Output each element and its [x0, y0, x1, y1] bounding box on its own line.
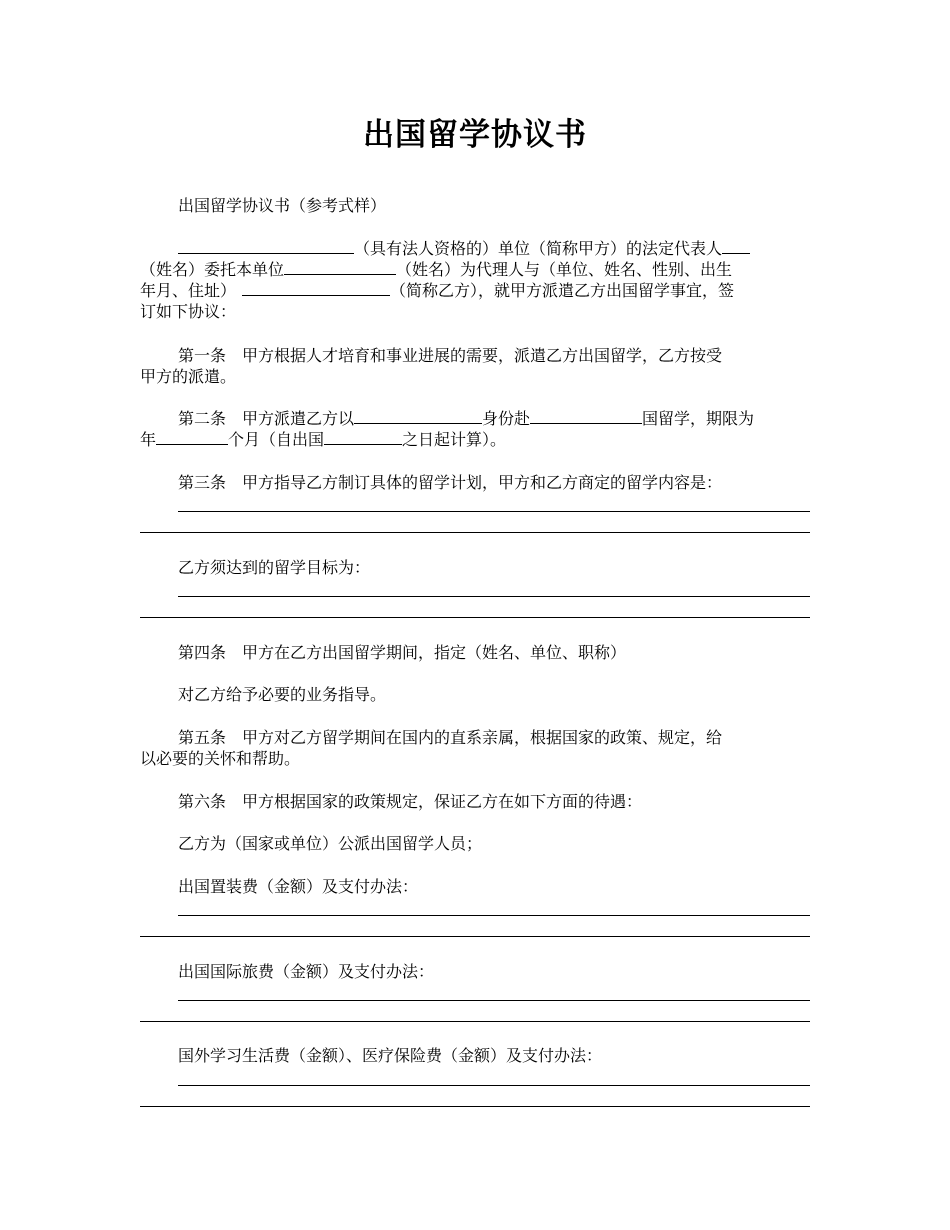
preamble-line-3: 年月、住址） （简称乙方），就甲方派遣乙方出国留学事宜，签: [140, 281, 735, 300]
blank-field: [284, 259, 396, 275]
article-6-text: 第六条 甲方根据国家的政策规定，保证乙方在如下方面的待遇：: [178, 792, 643, 811]
blank-field: [722, 238, 750, 254]
article-6-item-2: 出国置装费（金额）及支付办法：: [178, 877, 419, 896]
article-6-item-3: 出国国际旅费（金额）及支付办法：: [178, 962, 435, 981]
fill-in-line: [140, 532, 810, 533]
fill-in-line: [178, 1085, 810, 1086]
fill-in-line: [140, 936, 810, 937]
article-2-line-2: 年 个月（自出国 之日起计算）。: [140, 430, 507, 449]
article-3-text: 第三条 甲方指导乙方制订具体的留学计划，甲方和乙方商定的留学内容是：: [178, 473, 723, 492]
blank-field: [324, 429, 402, 445]
preamble-line-2: （姓名）委托本单位 （姓名）为代理人与（单位、姓名、性别、出生: [140, 260, 733, 279]
article-1-line-1: 第一条 甲方根据人才培育和事业进展的需要，派遣乙方出国留学，乙方按受: [178, 346, 723, 365]
fill-in-line: [178, 511, 810, 512]
blank-field: [242, 280, 390, 296]
blank-field: [354, 408, 482, 424]
fill-in-line: [178, 915, 810, 916]
fill-in-line: [140, 1106, 810, 1107]
blank-field: [178, 238, 354, 254]
article-5-line-1: 第五条 甲方对乙方留学期间在国内的直系亲属，根据国家的政策、规定，给: [178, 728, 723, 747]
document-title: 出国留学协议书: [363, 117, 587, 153]
article-6-item-4: 国外学习生活费（金额）、医疗保险费（金额）及支付办法：: [178, 1046, 603, 1065]
fill-in-line: [178, 596, 810, 597]
preamble-line-4: 订如下协议：: [140, 302, 237, 321]
article-1-line-2: 甲方的派遣。: [140, 367, 237, 386]
fill-in-line: [140, 1021, 810, 1022]
fill-in-line: [178, 1000, 810, 1001]
preamble-line-1: （具有法人资格的）单位（简称甲方）的法定代表人: [140, 238, 810, 259]
article-3-goal: 乙方须达到的留学目标为：: [178, 558, 371, 577]
document-subtitle: 出国留学协议书（参考式样）: [178, 196, 387, 215]
fill-in-line: [140, 617, 810, 618]
article-4-text: 第四条 甲方在乙方出国留学期间，指定（姓名、单位、职称）: [178, 643, 627, 662]
article-4-text-2: 对乙方给予必要的业务指导。: [178, 685, 387, 704]
article-5-line-2: 以必要的关怀和帮助。: [140, 749, 301, 768]
blank-field: [530, 408, 642, 424]
article-2-line-1: 第二条 甲方派遣乙方以 身份赴 国留学，期限为: [178, 409, 755, 428]
article-6-item-1: 乙方为（国家或单位）公派出国留学人员；: [178, 834, 483, 853]
blank-field: [156, 429, 228, 445]
